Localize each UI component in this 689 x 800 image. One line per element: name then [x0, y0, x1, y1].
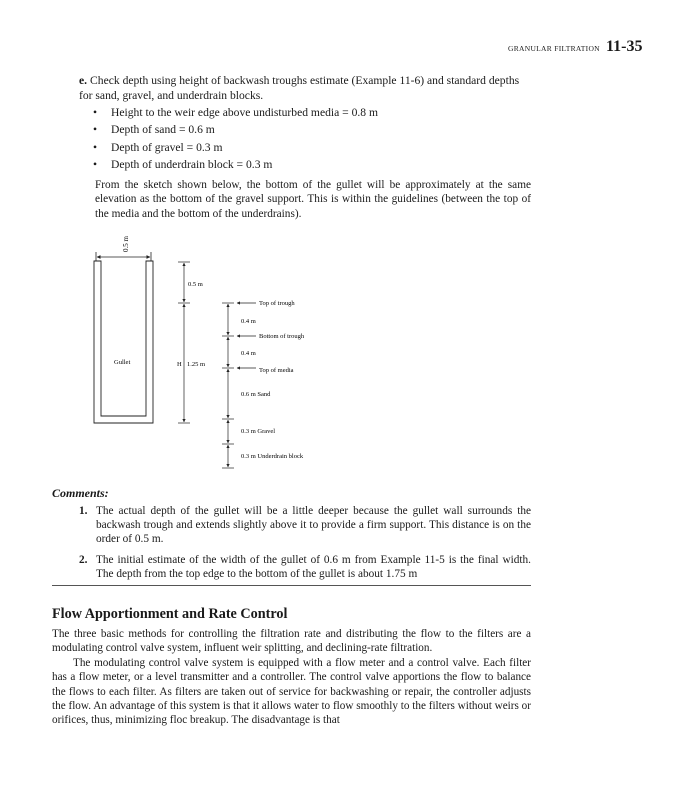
running-title: GRANULAR FILTRATION [508, 44, 600, 53]
gravel-label: 0.3 m Gravel [241, 428, 276, 435]
top-of-trough-label: Top of trough [259, 300, 295, 307]
comment-number: 1. [79, 505, 88, 517]
width-label: 0.5 m [122, 236, 130, 252]
section-paragraph: The modulating control valve system is equipped with a flow meter and a control valve. Each filter has a flow meter, or a level transmitter and a controller. The control valve apportions the flow to balance the flows to each filter. As filters are taken out of service for backwashing or repair, the controller adjusts the flow. An advantage of this system is that it allows water to flow smoothly to the filters without weirs or orifices, thus, minimizing floc breakup. The disadvantage is that [52, 657, 531, 727]
comment-text: The actual depth of the gullet will be a little deeper because the gullet wall surrounds the backwash trough and extends slightly above it to provide a firm support. This distance is on the order of 0.5 m. [96, 505, 531, 546]
comment-item [79, 504, 531, 547]
section-paragraph: The three basic methods for controlling the filtration rate and distributing the flow to the filters are a modulating control valve system, influent weir splitting, and declining-rate filtration. [52, 628, 531, 655]
bullet-item: • Depth of underdrain block = 0.3 m [93, 158, 273, 171]
bullet-item: • Depth of gravel = 0.3 m [93, 141, 223, 154]
bullet-item: • Height to the weir edge above undisturbed media = 0.8 m [93, 106, 379, 119]
sketch-paragraph: From the sketch shown below, the bottom of the gullet will be approximately at the same elevation as the bottom of the gravel support. This is within the guidelines (between the top of the media and the bottom of the underdrains). [95, 179, 531, 220]
item-e-label: e. [79, 74, 88, 87]
comment-item [79, 553, 531, 581]
top-dimension-label: 0.5 m [188, 281, 203, 288]
gullet-outer-wall [94, 261, 153, 423]
underdrain-label: 0.3 m Underdrain block [241, 453, 304, 460]
comment-text: The initial estimate of the width of the gullet of 0.6 m from Example 11-5 is the final width. The depth from the top edge to the bottom of the gullet is about 1.75 m [96, 554, 531, 581]
bullet-text: Height to the weir edge above undisturbed media = 0.8 m [111, 106, 379, 119]
seg1-label: 0.4 m [241, 318, 256, 325]
seg2-label: 0.4 m [241, 350, 256, 357]
h-label: H [177, 361, 182, 368]
layer-dimensions [222, 303, 256, 468]
bullet-text: Depth of sand = 0.6 m [111, 123, 215, 136]
top-of-media-label: Top of media [259, 367, 294, 374]
section-heading: Flow Apportionment and Rate Control [52, 606, 288, 622]
comment-number: 2. [79, 554, 88, 566]
gullet-label: Gullet [114, 359, 131, 366]
item-e-text: Check depth using height of backwash troughs estimate (Example 11-6) and standard depths for sand, gravel, and underdrain blocks. [79, 74, 520, 102]
h-value-label: 1.25 m [187, 361, 206, 368]
section-divider [52, 585, 531, 586]
bottom-of-trough-label: Bottom of trough [259, 333, 305, 340]
bullet-text: Depth of underdrain block = 0.3 m [111, 158, 273, 171]
bullet-text: Depth of gravel = 0.3 m [111, 141, 223, 154]
sand-label: 0.6 m Sand [241, 391, 271, 398]
page-number: 11-35 [606, 38, 643, 55]
width-dimension [96, 252, 151, 264]
comments-heading: Comments: [52, 486, 109, 500]
bullet-item: • Depth of sand = 0.6 m [93, 123, 215, 136]
